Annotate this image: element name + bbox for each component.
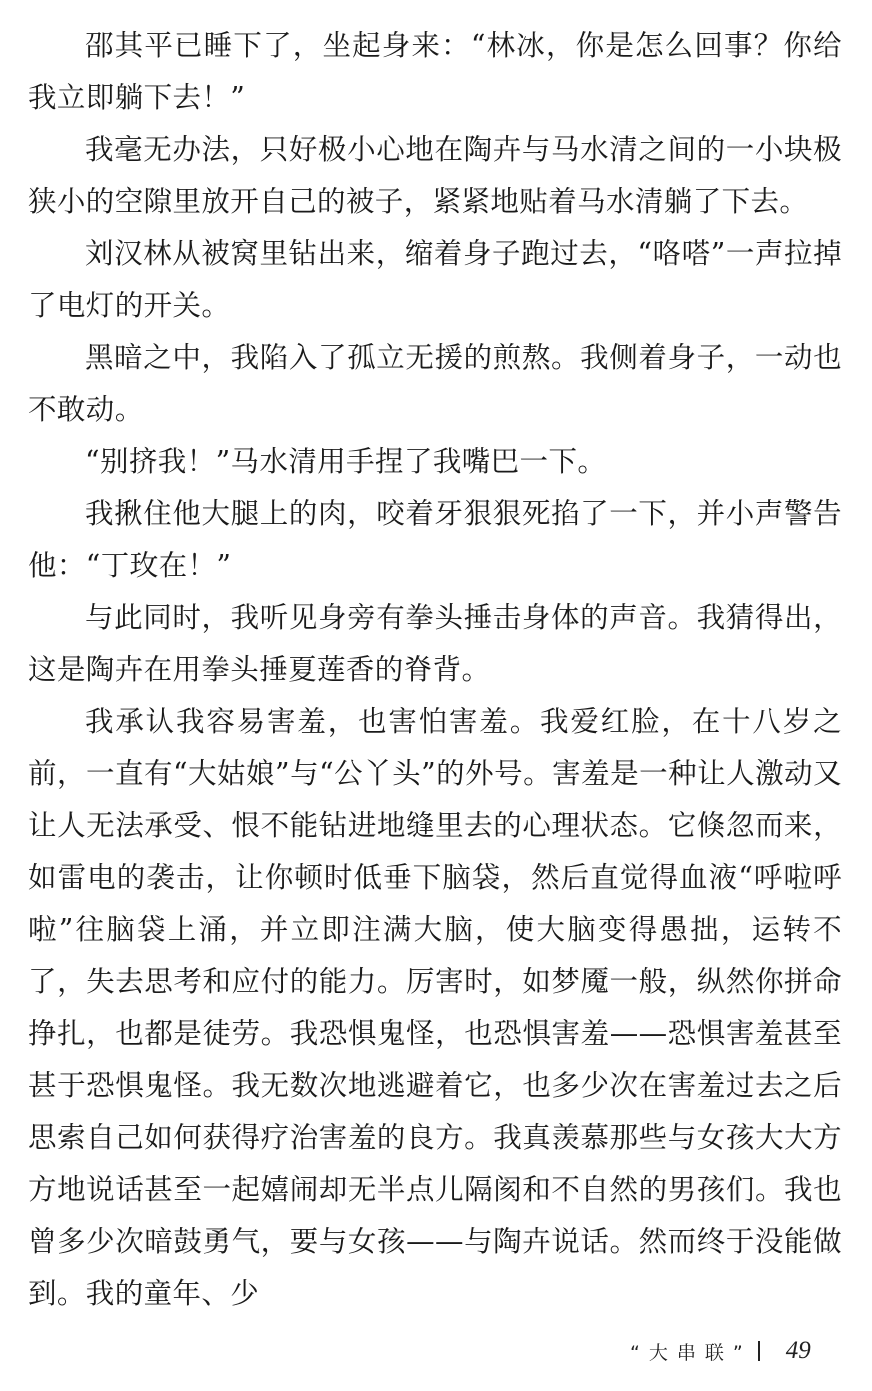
- paragraph: 我承认我容易害羞，也害怕害羞。我爱红脸，在十八岁之前，一直有“大姑娘”与“公丫头”的外号。害羞是一种让人激动又让人无法承受、恨不能钻进地缝里去的心理状态。它倏忽而来，如雷电的袭击，让你顿时低垂下脑袋，然后直觉得血液“呼啦呼啦”往脑袋上涌，并立即注满大脑，使大脑变得愚拙，运转不了，失去思考和应付的能力。厉害时，如梦魇一般，纵然你拼命挣扎，也都是徒劳。我恐惧鬼怪，也恐惧害羞——恐惧害羞甚至甚于恐惧鬼怪。我无数次地逃避着它，也多少次在害羞过去之后思索自己如何获得疗治害羞的良方。我真羡慕那些与女孩大大方方地说话甚至一起嬉闹却无半点儿隔阂和不自然的男孩们。我也曾多少次暗鼓勇气，要与女孩——与陶卉说话。然而终于没能做到。我的童年、少: [28, 705, 842, 1310]
- paragraph: 我揪住他大腿上的肉，咬着牙狠狠死掐了一下，并小声警告他：“丁玫在！”: [28, 497, 842, 582]
- paragraph: 邵其平已睡下了，坐起身来：“林冰，你是怎么回事？你给我立即躺下去！”: [28, 29, 842, 114]
- page-body: [28, 20, 842, 1320]
- page-footer: [630, 1331, 811, 1371]
- paragraph: 与此同时，我听见身旁有拳头捶击身体的声音。我猜得出，这是陶卉在用拳头捶夏莲香的脊背。: [28, 601, 842, 686]
- paragraph: 刘汉林从被窝里钻出来，缩着身子跑过去，“咯嗒”一声拉掉了电灯的开关。: [28, 237, 842, 322]
- paragraph: “别挤我！”马水清用手捏了我嘴巴一下。: [85, 445, 607, 478]
- running-title: “大串联”: [630, 1341, 752, 1364]
- page-number: 49: [785, 1337, 811, 1364]
- paragraph: 我毫无办法，只好极小心地在陶卉与马水清之间的一小块极狭小的空隙里放开自己的被子，紧紧地贴着马水清躺了下去。: [28, 133, 842, 218]
- footer-divider: [758, 1341, 760, 1361]
- paragraph: 黑暗之中，我陷入了孤立无援的煎熬。我侧着身子，一动也不敢动。: [28, 341, 842, 426]
